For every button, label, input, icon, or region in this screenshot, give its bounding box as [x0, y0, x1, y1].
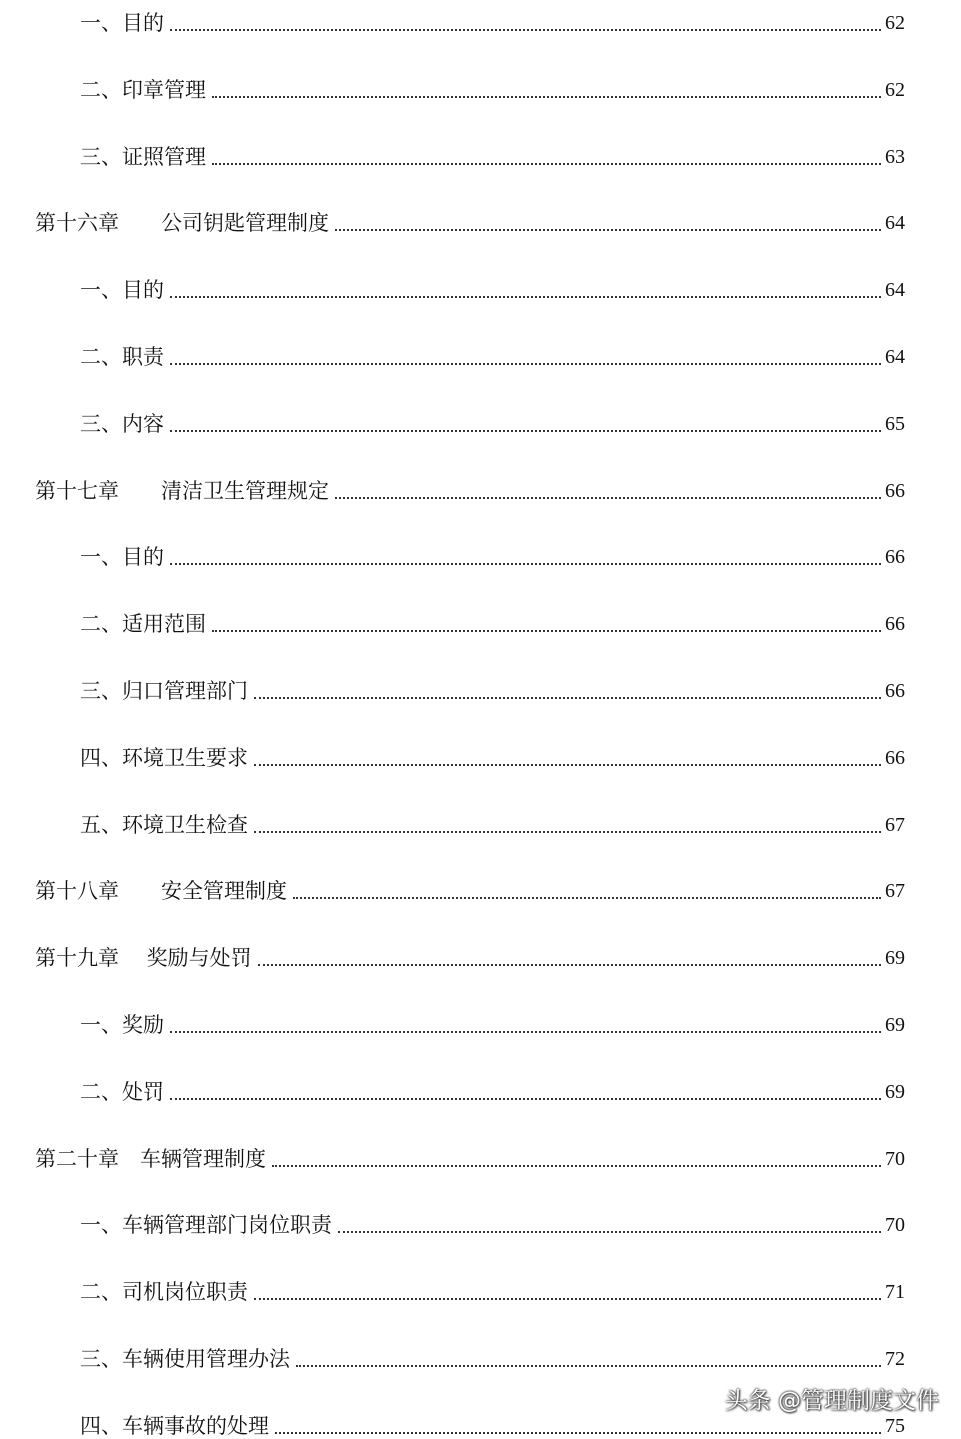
toc-entry-title: 四、环境卫生要求 — [80, 746, 248, 770]
toc-entry-page: 65 — [885, 413, 905, 435]
toc-entry-title: 第十八章 安全管理制度 — [35, 879, 287, 903]
dot-leader — [170, 23, 881, 31]
toc-chapter[interactable] — [0, 870, 961, 904]
toc-entry[interactable] — [0, 336, 961, 370]
toc-entry-title: 五、环境卫生检查 — [80, 813, 248, 837]
dot-leader — [254, 691, 881, 699]
dot-leader — [170, 357, 881, 365]
toc-entry-title: 三、证照管理 — [80, 145, 206, 169]
toc-entry-page: 64 — [885, 212, 905, 234]
dot-leader — [212, 90, 881, 98]
toc-entry[interactable] — [0, 804, 961, 838]
toc-entry-page: 64 — [885, 279, 905, 301]
toc-entry[interactable] — [0, 1004, 961, 1038]
toc-entry[interactable] — [0, 69, 961, 103]
toc-entry-title: 一、奖励 — [80, 1013, 164, 1037]
toc-entry-page: 72 — [885, 1348, 905, 1370]
toc-entry[interactable] — [0, 1204, 961, 1238]
dot-leader — [170, 424, 881, 432]
toc-entry-page: 69 — [885, 1081, 905, 1103]
dot-leader — [170, 1025, 881, 1033]
toc-entry[interactable] — [0, 603, 961, 637]
toc-entry-title: 一、目的 — [80, 11, 164, 35]
dot-leader — [254, 825, 881, 833]
toc-entry[interactable] — [0, 1071, 961, 1105]
toc-entry-page: 62 — [885, 79, 905, 101]
toc-entry-page: 75 — [885, 1415, 905, 1437]
dot-leader — [275, 1426, 881, 1434]
toc-entry-page: 70 — [885, 1214, 905, 1236]
dot-leader — [212, 624, 881, 632]
toc-entry[interactable] — [0, 536, 961, 570]
dot-leader — [170, 290, 881, 298]
toc-entry[interactable] — [0, 2, 961, 36]
toc-entry-page: 66 — [885, 680, 905, 702]
dot-leader — [338, 1225, 881, 1233]
toc-entry-title: 一、目的 — [80, 545, 164, 569]
toc-entry[interactable] — [0, 136, 961, 170]
toc-entry-title: 三、内容 — [80, 412, 164, 436]
dot-leader — [293, 891, 881, 899]
watermark-text: 头条 @管理制度文件 — [724, 1388, 939, 1414]
toc-chapter[interactable] — [0, 937, 961, 971]
toc-entry-page: 67 — [885, 814, 905, 836]
toc-entry[interactable] — [0, 1338, 961, 1372]
toc-entry-title: 一、目的 — [80, 278, 164, 302]
toc-entry-title: 四、车辆事故的处理 — [80, 1414, 269, 1438]
toc-entry-page: 66 — [885, 480, 905, 502]
dot-leader — [335, 491, 881, 499]
toc-entry-page: 67 — [885, 880, 905, 902]
toc-entry-title: 三、车辆使用管理办法 — [80, 1347, 290, 1371]
toc-chapter[interactable] — [0, 470, 961, 504]
toc-entry-title: 二、职责 — [80, 345, 164, 369]
toc-entry-page: 66 — [885, 546, 905, 568]
toc-entry-title: 二、印章管理 — [80, 78, 206, 102]
toc-entry-title: 一、车辆管理部门岗位职责 — [80, 1213, 332, 1237]
toc-entry-page: 70 — [885, 1148, 905, 1170]
dot-leader — [212, 157, 881, 165]
toc-entry-title: 二、处罚 — [80, 1080, 164, 1104]
toc-entry-title: 第十九章 奖励与处罚 — [35, 946, 252, 970]
toc-entry-title: 二、司机岗位职责 — [80, 1280, 248, 1304]
toc-entry[interactable] — [0, 737, 961, 771]
toc-chapter[interactable] — [0, 202, 961, 236]
toc-entry-title: 第十六章 公司钥匙管理制度 — [35, 211, 329, 235]
toc-entry-page: 62 — [885, 12, 905, 34]
dot-leader — [170, 1092, 881, 1100]
toc-entry-page: 69 — [885, 947, 905, 969]
toc-entry-page: 69 — [885, 1014, 905, 1036]
toc-entry-title: 第十七章 清洁卫生管理规定 — [35, 479, 329, 503]
dot-leader — [296, 1359, 881, 1367]
toc-entry-page: 71 — [885, 1281, 905, 1303]
toc-entry[interactable] — [0, 269, 961, 303]
dot-leader — [254, 1292, 881, 1300]
toc-entry-page: 66 — [885, 613, 905, 635]
toc-entry-title: 三、归口管理部门 — [80, 679, 248, 703]
toc-entry-title: 二、适用范围 — [80, 612, 206, 636]
toc-entry[interactable] — [0, 1271, 961, 1305]
dot-leader — [254, 758, 881, 766]
dot-leader — [272, 1159, 881, 1167]
toc-chapter[interactable] — [0, 1138, 961, 1172]
dot-leader — [335, 223, 881, 231]
toc-entry-page: 66 — [885, 747, 905, 769]
toc-entry-page: 63 — [885, 146, 905, 168]
dot-leader — [170, 557, 881, 565]
toc-entry-title: 第二十章 车辆管理制度 — [35, 1147, 266, 1171]
toc-entry[interactable] — [0, 403, 961, 437]
dot-leader — [258, 958, 881, 966]
toc-entry[interactable] — [0, 670, 961, 704]
toc-entry-page: 64 — [885, 346, 905, 368]
